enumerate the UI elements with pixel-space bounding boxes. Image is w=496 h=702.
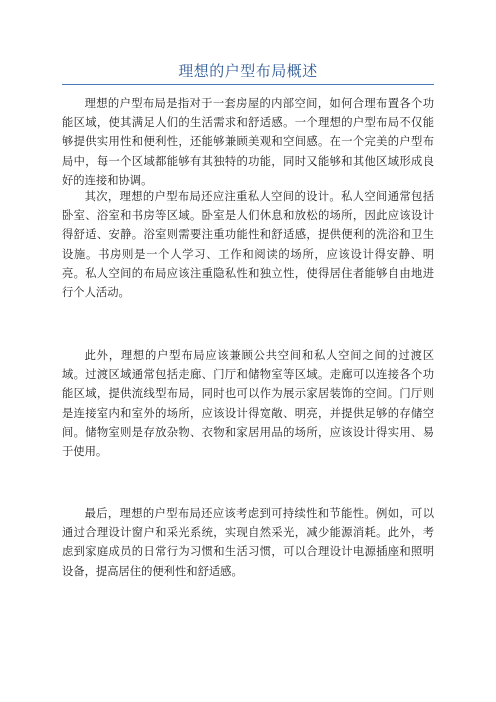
paragraph-sustainability: 最后，理想的户型布局还应该考虑到可持续性和节能性。例如，可以通过合理设计窗户和采光系统，实现自然采光，减少能源消耗。此外，考虑到家庭成员的日常行为习惯和生活习惯，可以合理设计电源插座和照明设备，提高居住的便利性和舒适感。 [62,507,434,578]
title-underline [62,84,434,85]
paragraph-private-space: 其次，理想的户型布局还应注重私人空间的设计。私人空间通常包括卧室、浴室和书房等区域。卧室是人们休息和放松的场所，因此应该设计得舒适、安静。浴室则需要注重功能性和舒适感，提供便利的洗浴和卫生设施。书房则是一个人学习、工作和阅读的场所，应该设计得安静、明亮。私人空间的布局应该注重隐私性和独立性，使得居住者能够自由地进行个人活动。 [62,190,434,300]
paragraph-transition-area: 此外，理想的户型布局应该兼顾公共空间和私人空间之间的过渡区域。过渡区域通常包括走廊、门厅和储物室等区域。走廊可以连接各个功能区域，提供流线型布局，同时也可以作为展示家居装饰的空间。门厅则是连接室内和室外的场所，应该设计得宽敞、明亮，并提供足够的存储空间。储物室则是存放杂物、衣物和家居用品的场所，应该设计得实用、易于使用。 [62,349,434,459]
document-title: 理想的户型布局概述 [178,62,318,80]
paragraph-overview: 理想的户型布局是指对于一套房屋的内部空间，如何合理布置各个功能区域，使其满足人们的生活需求和舒适感。一个理想的户型布局不仅能够提供实用性和便利性，还能够兼顾美观和空间感。在一个完美的户型布局中，每一个区域都能够有其独特的功能，同时又能够和其他区域形成良好的连接和协调。 [62,97,434,187]
